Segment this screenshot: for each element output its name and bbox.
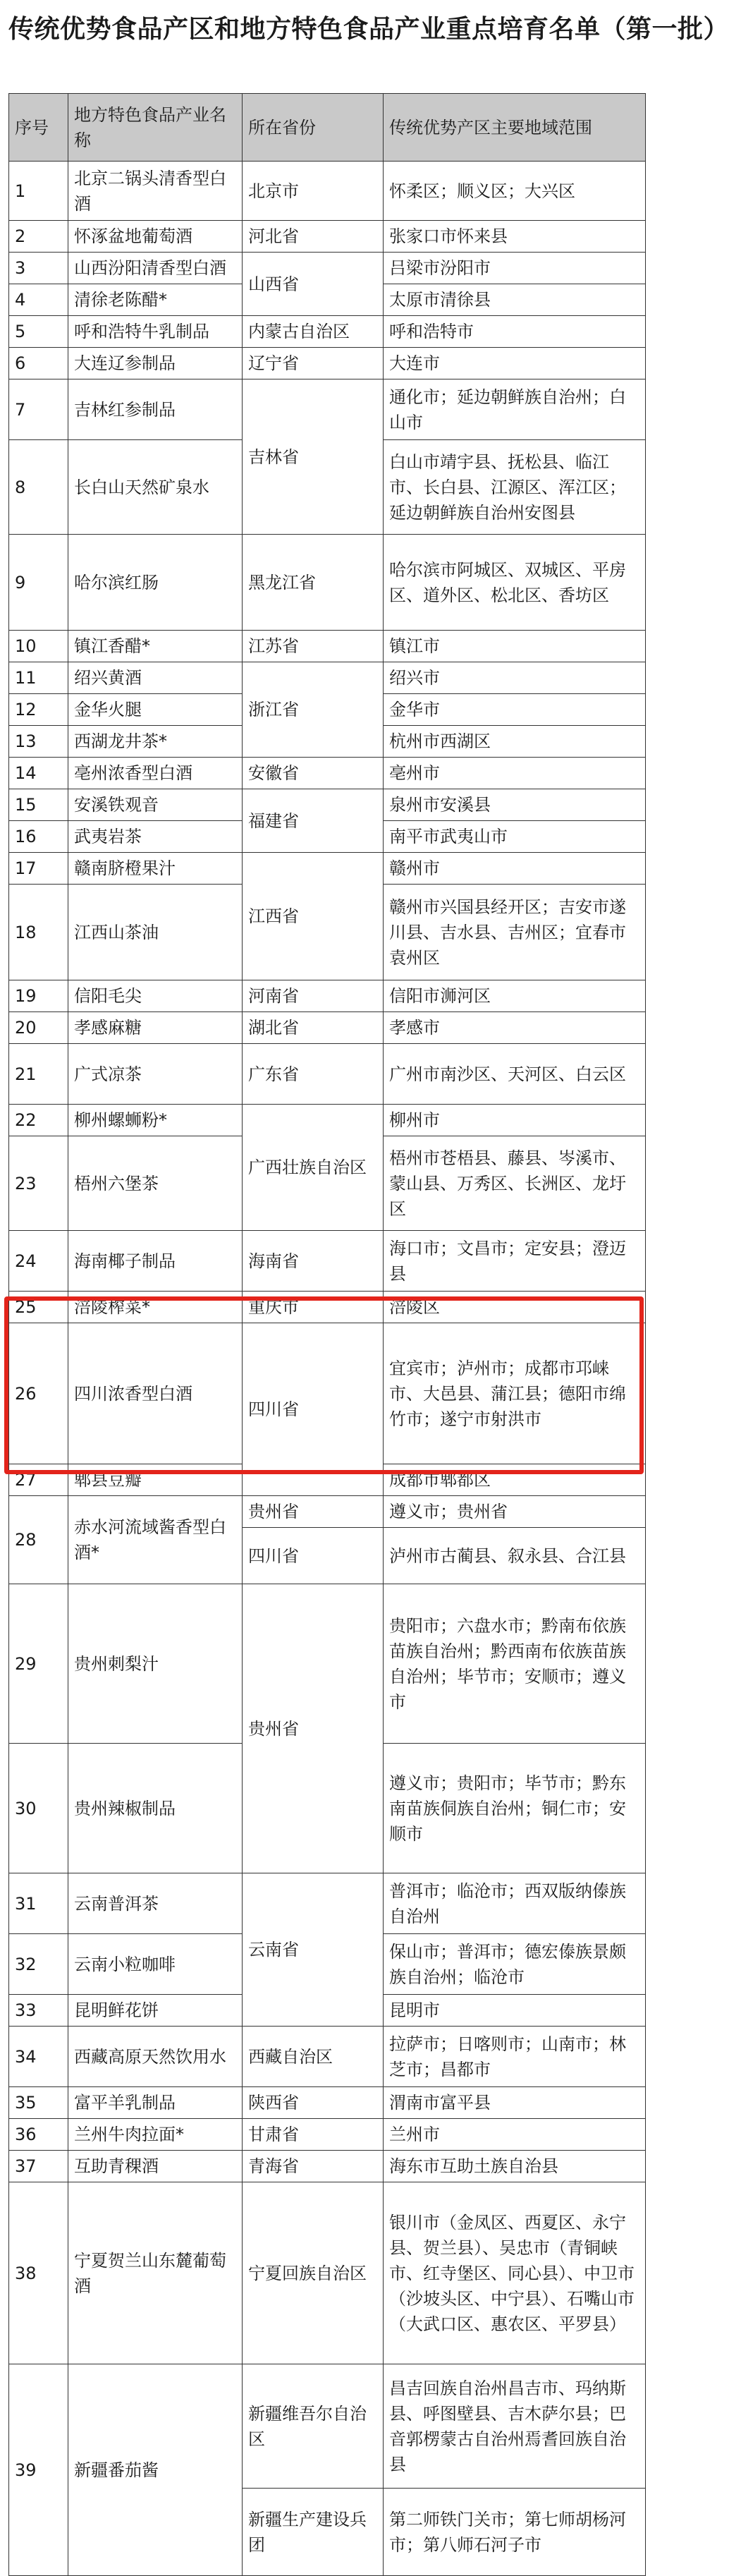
row-province: 内蒙古自治区 xyxy=(243,316,384,348)
row-name: 兰州牛肉拉面* xyxy=(68,2119,243,2151)
table-row xyxy=(9,348,646,379)
table-row xyxy=(9,2087,646,2119)
header-name: 地方特色食品产业名称 xyxy=(68,94,243,162)
row-name: 昆明鲜花饼 xyxy=(68,1995,243,2027)
row-name: 贵州刺梨汁 xyxy=(68,1584,243,1744)
table-row xyxy=(9,789,646,821)
row-number: 4 xyxy=(9,284,68,316)
row-province: 贵州省 xyxy=(243,1584,384,1873)
row-province: 青海省 xyxy=(243,2151,384,2182)
row-name: 亳州浓香型白酒 xyxy=(68,758,243,789)
row-name: 赣南脐橙果汁 xyxy=(68,853,243,885)
row-province: 陕西省 xyxy=(243,2087,384,2119)
row-number: 35 xyxy=(9,2087,68,2119)
row-number: 7 xyxy=(9,379,68,440)
row-area: 吕梁市汾阳市 xyxy=(384,253,646,284)
row-province: 江苏省 xyxy=(243,631,384,662)
row-number: 32 xyxy=(9,1934,68,1995)
row-area: 昆明市 xyxy=(384,1995,646,2027)
row-area: 金华市 xyxy=(384,694,646,726)
row-name: 赤水河流域酱香型白酒* xyxy=(68,1496,243,1584)
row-name: 贵州辣椒制品 xyxy=(68,1744,243,1873)
row-name: 四川浓香型白酒 xyxy=(68,1323,243,1464)
row-area: 白山市靖宇县、抚松县、临江市、长白县、江源区、浑江区；延边朝鲜族自治州安图县 xyxy=(384,440,646,535)
row-number: 1 xyxy=(9,162,68,221)
row-area: 涪陵区 xyxy=(384,1292,646,1323)
row-number: 19 xyxy=(9,980,68,1012)
table-row xyxy=(9,2364,646,2489)
row-name: 信阳毛尖 xyxy=(68,980,243,1012)
table-row xyxy=(9,253,646,284)
row-province: 辽宁省 xyxy=(243,348,384,379)
row-name: 海南椰子制品 xyxy=(68,1231,243,1292)
row-area: 镇江市 xyxy=(384,631,646,662)
row-name: 郫县豆瓣 xyxy=(68,1464,243,1496)
row-number: 30 xyxy=(9,1744,68,1873)
row-name: 武夷岩茶 xyxy=(68,821,243,853)
row-number: 23 xyxy=(9,1136,68,1231)
row-area: 亳州市 xyxy=(384,758,646,789)
row-province: 广东省 xyxy=(243,1044,384,1105)
row-province: 广西壮族自治区 xyxy=(243,1105,384,1231)
header-area: 传统优势产区主要地域范围 xyxy=(384,94,646,162)
row-name: 北京二锅头清香型白酒 xyxy=(68,162,243,221)
row-name: 呼和浩特牛乳制品 xyxy=(68,316,243,348)
row-province: 河北省 xyxy=(243,221,384,253)
row-name: 山西汾阳清香型白酒 xyxy=(68,253,243,284)
highlight-box xyxy=(4,1296,644,1474)
row-number: 11 xyxy=(9,662,68,694)
row-province: 江西省 xyxy=(243,853,384,980)
row-number: 18 xyxy=(9,885,68,980)
row-number: 17 xyxy=(9,853,68,885)
row-area: 成都市郫都区 xyxy=(384,1464,646,1496)
row-area: 遵义市；贵阳市；毕节市；黔东南苗族侗族自治州；铜仁市；安顺市 xyxy=(384,1744,646,1873)
row-number: 6 xyxy=(9,348,68,379)
table-row xyxy=(9,2119,646,2151)
row-number: 25 xyxy=(9,1292,68,1323)
table-row xyxy=(9,662,646,694)
table-row xyxy=(9,980,646,1012)
row-name: 金华火腿 xyxy=(68,694,243,726)
row-area: 宜宾市；泸州市；成都市邛崃市、大邑县、蒲江县；德阳市绵竹市；遂宁市射洪市 xyxy=(384,1323,646,1464)
row-area: 哈尔滨市阿城区、双城区、平房区、道外区、松北区、香坊区 xyxy=(384,535,646,631)
row-area: 怀柔区；顺义区；大兴区 xyxy=(384,162,646,221)
row-name: 哈尔滨红肠 xyxy=(68,535,243,631)
row-province: 北京市 xyxy=(243,162,384,221)
row-number: 34 xyxy=(9,2027,68,2087)
row-area: 张家口市怀来县 xyxy=(384,221,646,253)
row-name: 吉林红参制品 xyxy=(68,379,243,440)
row-area: 孝感市 xyxy=(384,1012,646,1044)
row-province: 宁夏回族自治区 xyxy=(243,2182,384,2364)
table-row xyxy=(9,379,646,440)
row-province: 重庆市 xyxy=(243,1292,384,1323)
row-number: 12 xyxy=(9,694,68,726)
row-number: 24 xyxy=(9,1231,68,1292)
row-number: 22 xyxy=(9,1105,68,1136)
row-name: 云南小粒咖啡 xyxy=(68,1934,243,1995)
row-number: 26 xyxy=(9,1323,68,1464)
table-row xyxy=(9,221,646,253)
row-province: 四川省 xyxy=(243,1528,384,1584)
page-title: 传统优势食品产区和地方特色食品产业重点培育名单（第一批） xyxy=(8,15,729,44)
row-number: 39 xyxy=(9,2364,68,2576)
row-area: 广州市南沙区、天河区、白云区 xyxy=(384,1044,646,1105)
table-header-row xyxy=(9,94,646,162)
table-row xyxy=(9,316,646,348)
row-area: 柳州市 xyxy=(384,1105,646,1136)
row-name: 柳州螺蛳粉* xyxy=(68,1105,243,1136)
row-area: 太原市清徐县 xyxy=(384,284,646,316)
row-name: 镇江香醋* xyxy=(68,631,243,662)
row-area: 渭南市富平县 xyxy=(384,2087,646,2119)
row-province: 河南省 xyxy=(243,980,384,1012)
table-row xyxy=(9,853,646,885)
row-area: 南平市武夷山市 xyxy=(384,821,646,853)
table-row xyxy=(9,1231,646,1292)
table-row xyxy=(9,1496,646,1528)
row-name: 新疆番茄酱 xyxy=(68,2364,243,2576)
row-province: 山西省 xyxy=(243,253,384,316)
row-number: 3 xyxy=(9,253,68,284)
row-name: 江西山茶油 xyxy=(68,885,243,980)
table-row xyxy=(9,2027,646,2087)
row-number: 36 xyxy=(9,2119,68,2151)
row-area: 赣州市兴国县经开区；吉安市遂川县、吉水县、吉州区；宜春市袁州区 xyxy=(384,885,646,980)
row-province: 吉林省 xyxy=(243,379,384,535)
row-name: 清徐老陈醋* xyxy=(68,284,243,316)
row-area: 保山市；普洱市；德宏傣族景颇族自治州；临沧市 xyxy=(384,1934,646,1995)
row-area: 贵阳市；六盘水市；黔南布依族苗族自治州；黔西南布依族苗族自治州；毕节市；安顺市；遵义市 xyxy=(384,1584,646,1744)
row-number: 9 xyxy=(9,535,68,631)
row-area: 兰州市 xyxy=(384,2119,646,2151)
table-row xyxy=(9,758,646,789)
table-row xyxy=(9,535,646,631)
row-name: 安溪铁观音 xyxy=(68,789,243,821)
row-area: 通化市；延边朝鲜族自治州；白山市 xyxy=(384,379,646,440)
row-province: 四川省 xyxy=(243,1323,384,1496)
row-name: 富平羊乳制品 xyxy=(68,2087,243,2119)
table-row xyxy=(9,1012,646,1044)
row-number: 37 xyxy=(9,2151,68,2182)
table-row xyxy=(9,162,646,221)
row-province: 浙江省 xyxy=(243,662,384,758)
row-number: 15 xyxy=(9,789,68,821)
row-name: 西湖龙井茶* xyxy=(68,726,243,758)
row-area: 海东市互助土族自治县 xyxy=(384,2151,646,2182)
row-name: 孝感麻糖 xyxy=(68,1012,243,1044)
row-number: 33 xyxy=(9,1995,68,2027)
header-province: 所在省份 xyxy=(243,94,384,162)
row-area: 杭州市西湖区 xyxy=(384,726,646,758)
row-number: 16 xyxy=(9,821,68,853)
table-row xyxy=(9,1044,646,1105)
row-area: 拉萨市；日喀则市；山南市；林芝市；昌都市 xyxy=(384,2027,646,2087)
row-number: 14 xyxy=(9,758,68,789)
row-number: 28 xyxy=(9,1496,68,1584)
table-row xyxy=(9,1105,646,1136)
header-no: 序号 xyxy=(9,94,68,162)
row-area: 大连市 xyxy=(384,348,646,379)
row-name: 西藏高原天然饮用水 xyxy=(68,2027,243,2087)
row-province: 甘肃省 xyxy=(243,2119,384,2151)
row-province: 湖北省 xyxy=(243,1012,384,1044)
row-number: 20 xyxy=(9,1012,68,1044)
row-area: 银川市（金凤区、西夏区、永宁县、贺兰县）、吴忠市（青铜峡市、红寺堡区、同心县）、中卫市（沙坡头区、中宁县）、石嘴山市（大武口区、惠农区、平罗县） xyxy=(384,2182,646,2364)
row-area: 信阳市浉河区 xyxy=(384,980,646,1012)
row-name: 梧州六堡茶 xyxy=(68,1136,243,1231)
row-province: 福建省 xyxy=(243,789,384,853)
row-area: 泉州市安溪县 xyxy=(384,789,646,821)
row-name: 互助青稞酒 xyxy=(68,2151,243,2182)
row-number: 21 xyxy=(9,1044,68,1105)
row-number: 29 xyxy=(9,1584,68,1744)
table-row xyxy=(9,1873,646,1934)
row-number: 38 xyxy=(9,2182,68,2364)
row-area: 海口市；文昌市；定安县；澄迈县 xyxy=(384,1231,646,1292)
row-province: 新疆生产建设兵团 xyxy=(243,2489,384,2576)
row-area: 泸州市古蔺县、叙永县、合江县 xyxy=(384,1528,646,1584)
row-number: 8 xyxy=(9,440,68,535)
row-name: 云南普洱茶 xyxy=(68,1873,243,1934)
table-row xyxy=(9,1584,646,1744)
table-row xyxy=(9,2151,646,2182)
row-area: 梧州市苍梧县、藤县、岑溪市、蒙山县、万秀区、长洲区、龙圩区 xyxy=(384,1136,646,1231)
row-name: 长白山天然矿泉水 xyxy=(68,440,243,535)
row-number: 5 xyxy=(9,316,68,348)
row-area: 普洱市；临沧市；西双版纳傣族自治州 xyxy=(384,1873,646,1934)
row-name: 涪陵榨菜* xyxy=(68,1292,243,1323)
row-province: 新疆维吾尔自治区 xyxy=(243,2364,384,2489)
row-number: 27 xyxy=(9,1464,68,1496)
row-area: 呼和浩特市 xyxy=(384,316,646,348)
row-area: 第二师铁门关市；第七师胡杨河市；第八师石河子市 xyxy=(384,2489,646,2576)
row-name: 大连辽参制品 xyxy=(68,348,243,379)
row-area: 赣州市 xyxy=(384,853,646,885)
row-area: 遵义市；贵州省 xyxy=(384,1496,646,1528)
row-area: 绍兴市 xyxy=(384,662,646,694)
row-province: 海南省 xyxy=(243,1231,384,1292)
row-province: 贵州省 xyxy=(243,1496,384,1528)
row-area: 昌吉回族自治州昌吉市、玛纳斯县、呼图壁县、吉木萨尔县；巴音郭楞蒙古自治州焉耆回族自治县 xyxy=(384,2364,646,2489)
table-row xyxy=(9,631,646,662)
row-number: 31 xyxy=(9,1873,68,1934)
table-row xyxy=(9,2182,646,2364)
row-number: 2 xyxy=(9,221,68,253)
row-number: 13 xyxy=(9,726,68,758)
row-name: 宁夏贺兰山东麓葡萄酒 xyxy=(68,2182,243,2364)
row-name: 绍兴黄酒 xyxy=(68,662,243,694)
row-province: 安徽省 xyxy=(243,758,384,789)
row-province: 西藏自治区 xyxy=(243,2027,384,2087)
row-number: 10 xyxy=(9,631,68,662)
row-name: 怀涿盆地葡萄酒 xyxy=(68,221,243,253)
row-province: 云南省 xyxy=(243,1873,384,2027)
row-name: 广式凉茶 xyxy=(68,1044,243,1105)
row-province: 黑龙江省 xyxy=(243,535,384,631)
